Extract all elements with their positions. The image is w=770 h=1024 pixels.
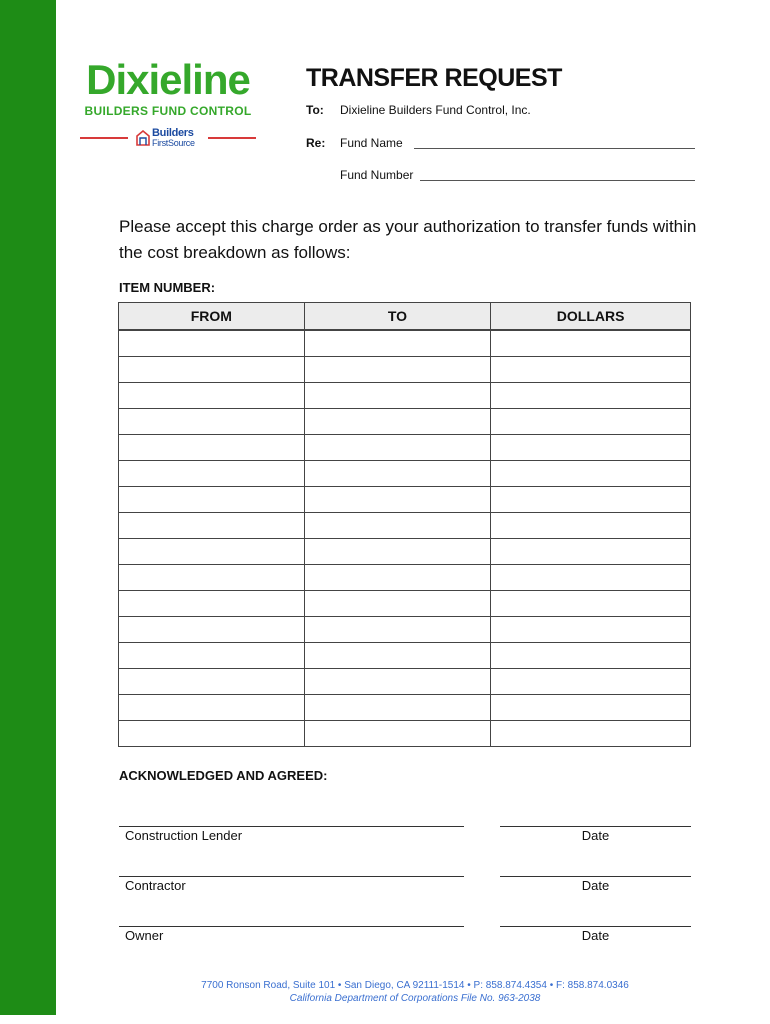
- table-row: [119, 513, 691, 539]
- acknowledged-heading: ACKNOWLEDGED AND AGREED:: [119, 768, 328, 783]
- cell-from[interactable]: [119, 721, 305, 747]
- cell-dollars[interactable]: [491, 409, 691, 435]
- builders-emblem-icon: [136, 130, 150, 146]
- partner-name-line1: Builders: [152, 127, 194, 139]
- cell-to[interactable]: [304, 383, 491, 409]
- table-row: [119, 695, 691, 721]
- table-row: [119, 487, 691, 513]
- cell-from[interactable]: [119, 435, 305, 461]
- cell-dollars[interactable]: [491, 695, 691, 721]
- cell-to[interactable]: [304, 409, 491, 435]
- side-accent-bar: [0, 0, 59, 1024]
- cell-dollars[interactable]: [491, 617, 691, 643]
- cell-from[interactable]: [119, 539, 305, 565]
- column-header-to: TO: [304, 303, 491, 331]
- table-row: [119, 383, 691, 409]
- table-row: [119, 461, 691, 487]
- cell-to[interactable]: [304, 330, 491, 357]
- cell-to[interactable]: [304, 461, 491, 487]
- cell-to[interactable]: [304, 669, 491, 695]
- owner-date-line[interactable]: [500, 926, 691, 927]
- cell-to[interactable]: [304, 617, 491, 643]
- cell-to[interactable]: [304, 513, 491, 539]
- intro-paragraph: Please accept this charge order as your authorization to transfer funds within the cost breakdown as follows:: [119, 217, 697, 262]
- table-row: [119, 330, 691, 357]
- cell-from[interactable]: [119, 591, 305, 617]
- table-row: [119, 357, 691, 383]
- transfer-table: [118, 302, 691, 747]
- builders-firstsource-mark: [136, 128, 200, 148]
- cell-dollars[interactable]: [491, 565, 691, 591]
- contractor-signature-line[interactable]: [119, 876, 464, 877]
- table-row: [119, 617, 691, 643]
- fund-number-field[interactable]: [420, 180, 695, 181]
- table-row: [119, 669, 691, 695]
- cell-from[interactable]: [119, 617, 305, 643]
- partner-name-line2: FirstSource: [152, 138, 195, 148]
- table-row: [119, 591, 691, 617]
- table-header-row: [119, 303, 691, 331]
- column-header-dollars: DOLLARS: [491, 303, 691, 331]
- cell-dollars[interactable]: [491, 461, 691, 487]
- cell-from[interactable]: [119, 669, 305, 695]
- cell-to[interactable]: [304, 565, 491, 591]
- table-row: [119, 409, 691, 435]
- table-row: [119, 643, 691, 669]
- cell-from[interactable]: [119, 643, 305, 669]
- table-row: [119, 565, 691, 591]
- to-value: Dixieline Builders Fund Control, Inc.: [340, 103, 531, 117]
- cell-dollars[interactable]: [491, 435, 691, 461]
- owner-signature-line[interactable]: [119, 926, 464, 927]
- logo-rule-right: [208, 137, 256, 139]
- cell-to[interactable]: [304, 643, 491, 669]
- logo-tagline: BUILDERS FUND CONTROL: [84, 104, 252, 118]
- cell-dollars[interactable]: [491, 513, 691, 539]
- cell-from[interactable]: [119, 695, 305, 721]
- re-label: Re:: [306, 136, 326, 150]
- cell-to[interactable]: [304, 591, 491, 617]
- construction-lender-label: Construction Lender: [125, 828, 243, 843]
- document-title: TRANSFER REQUEST: [306, 64, 562, 92]
- cell-from[interactable]: [119, 513, 305, 539]
- table-row: [119, 435, 691, 461]
- cell-from[interactable]: [119, 409, 305, 435]
- dixieline-logo: [78, 56, 258, 148]
- cell-to[interactable]: [304, 487, 491, 513]
- owner-date-label: Date: [581, 928, 610, 943]
- cell-dollars[interactable]: [491, 669, 691, 695]
- item-number-label: ITEM NUMBER:: [119, 280, 216, 295]
- construction-lender-signature-line[interactable]: [119, 826, 464, 827]
- cell-dollars[interactable]: [491, 643, 691, 669]
- cell-dollars[interactable]: [491, 721, 691, 747]
- cell-dollars[interactable]: [491, 539, 691, 565]
- fund-name-label: Fund Name: [340, 136, 403, 150]
- table-row: [119, 539, 691, 565]
- cell-from[interactable]: [119, 565, 305, 591]
- contractor-date-label: Date: [581, 878, 610, 893]
- footer-address: 7700 Ronson Road, Suite 101 • San Diego, CA 92111-1514 • P: 858.874.4354 • F: 858.874.0346: [201, 980, 629, 991]
- cell-dollars[interactable]: [491, 591, 691, 617]
- cell-from[interactable]: [119, 461, 305, 487]
- to-label: To:: [306, 103, 324, 117]
- cell-dollars[interactable]: [491, 487, 691, 513]
- cell-from[interactable]: [119, 383, 305, 409]
- cell-dollars[interactable]: [491, 383, 691, 409]
- footer-license: California Department of Corporations File No. 963-2038: [289, 993, 541, 1004]
- contractor-label: Contractor: [125, 878, 186, 893]
- cell-to[interactable]: [304, 357, 491, 383]
- cell-from[interactable]: [119, 357, 305, 383]
- construction-lender-date-label: Date: [581, 828, 610, 843]
- cell-to[interactable]: [304, 539, 491, 565]
- cell-to[interactable]: [304, 721, 491, 747]
- logo-wordmark: Dixieline: [86, 56, 250, 103]
- column-header-from: FROM: [119, 303, 305, 331]
- construction-lender-date-line[interactable]: [500, 826, 691, 827]
- cell-dollars[interactable]: [491, 357, 691, 383]
- cell-dollars[interactable]: [491, 330, 691, 357]
- fund-number-label: Fund Number: [340, 168, 414, 182]
- fund-name-field[interactable]: [414, 148, 695, 149]
- cell-to[interactable]: [304, 695, 491, 721]
- logo-rule-left: [80, 137, 128, 139]
- table-row: [119, 721, 691, 747]
- cell-from[interactable]: [119, 487, 305, 513]
- cell-from[interactable]: [119, 330, 305, 357]
- builders-firstsource-logo: [78, 126, 258, 150]
- contractor-date-line[interactable]: [500, 876, 691, 877]
- owner-label: Owner: [125, 928, 164, 943]
- cell-to[interactable]: [304, 435, 491, 461]
